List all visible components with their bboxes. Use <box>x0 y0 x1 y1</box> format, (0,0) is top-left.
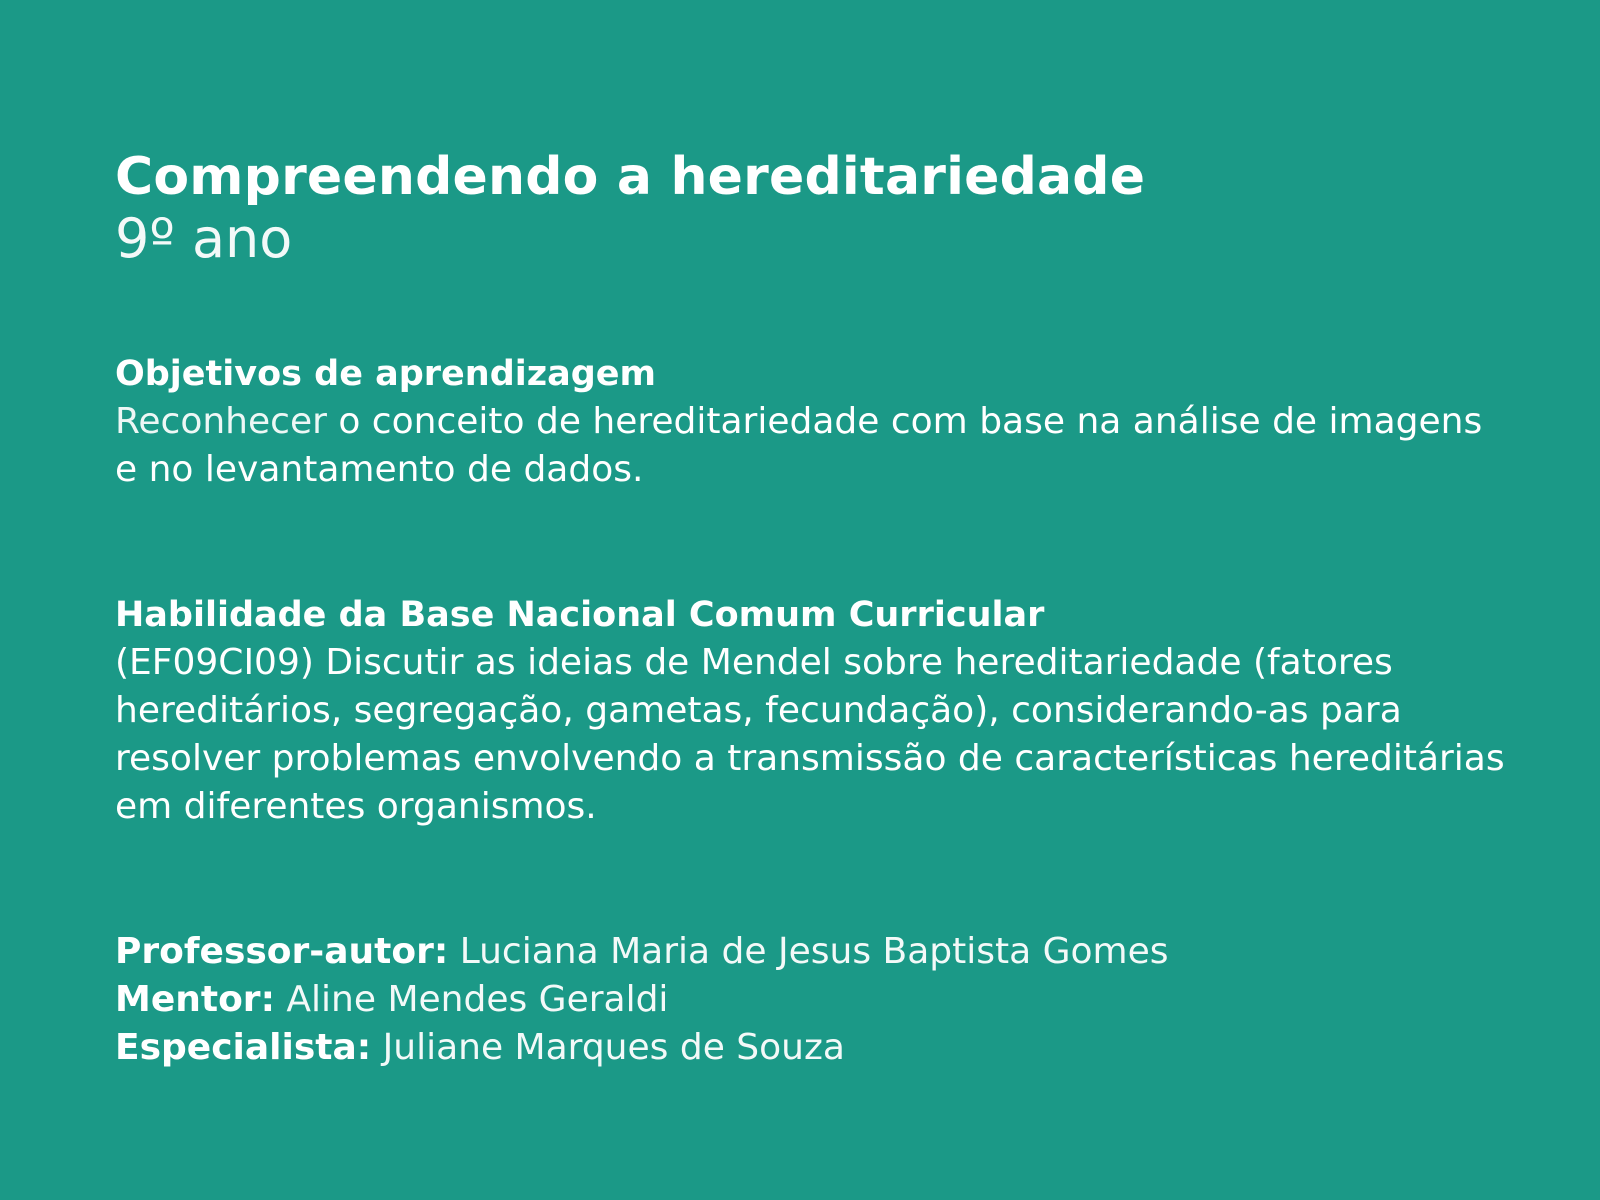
bncc-skill-text: (EF09CI09) Discutir as ideias de Mendel sobre hereditariedade (fatores hereditários, segregação, gametas, fecundação), considerando-as para resolver problemas envolvendo a transmissão de características hereditárias em diferentes organismos. <box>115 642 1505 827</box>
credit-specialist <box>115 1024 1515 1072</box>
learning-objectives-heading: Objetivos de aprendizagem <box>115 354 657 394</box>
learning-objectives-section <box>115 350 1515 494</box>
objective-description: o conceito de hereditariedade com base na análise de imagens e no levantamento de dados. <box>115 401 1483 490</box>
bncc-skill-heading: Habilidade da Base Nacional Comum Curricular <box>115 595 1045 635</box>
slide-content <box>115 146 1515 1072</box>
credits-section <box>115 928 1515 1072</box>
credit-author <box>115 928 1515 976</box>
bncc-skill-section <box>115 591 1515 831</box>
credit-author-label: Professor-autor: <box>115 931 449 972</box>
credit-mentor-label: Mentor: <box>115 979 275 1020</box>
learning-objectives-text <box>115 398 1515 494</box>
credit-specialist-label: Especialista: <box>115 1027 372 1068</box>
credit-mentor-value: Aline Mendes Geraldi <box>274 979 669 1020</box>
grade-level: 9º ano <box>115 207 293 270</box>
credit-mentor <box>115 976 1515 1024</box>
credit-author-value: Luciana Maria de Jesus Baptista Gomes <box>448 931 1169 972</box>
objective-verb: Reconhecer <box>115 401 327 442</box>
lesson-title: Compreendendo a hereditariedade <box>115 147 1146 207</box>
credit-specialist-value: Juliane Marques de Souza <box>371 1027 845 1068</box>
